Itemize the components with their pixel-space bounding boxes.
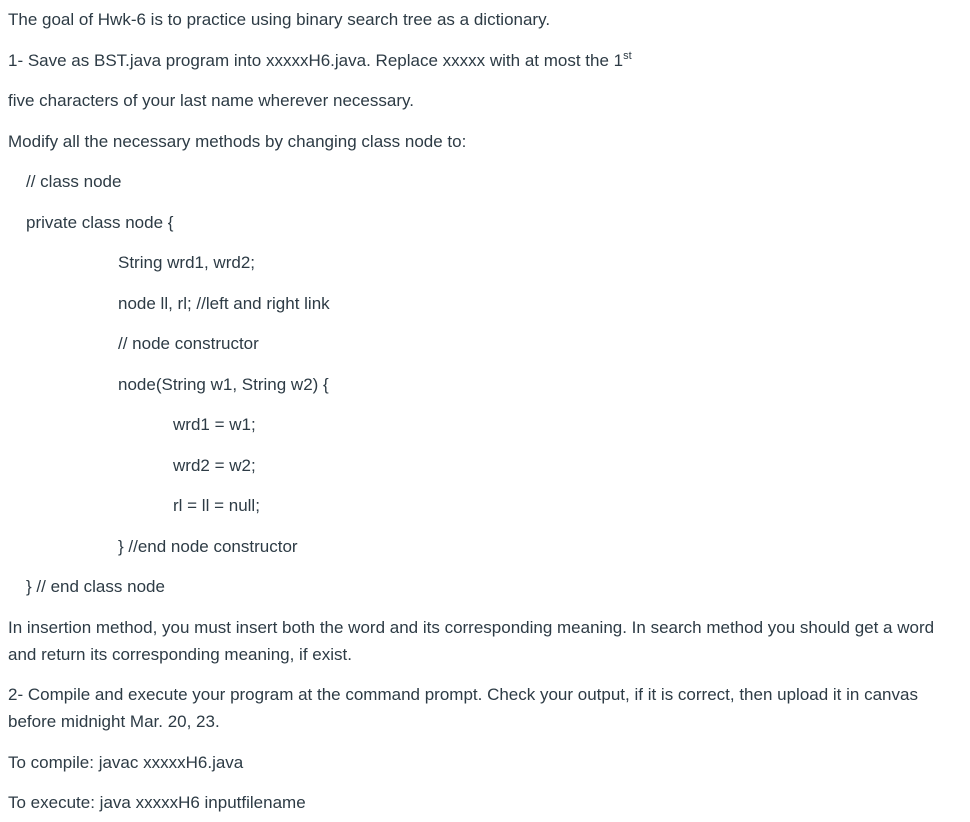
code-links: node ll, rl; //left and right link — [118, 294, 330, 313]
code-ctor-decl: node(String w1, String w2) { — [118, 375, 329, 394]
step1-continuation: five characters of your last name wherever necessary. — [8, 91, 414, 110]
step1-paragraph — [8, 51, 632, 71]
code-assign-2: wrd2 = w2; — [173, 456, 256, 475]
code-ctor-comment: // node constructor — [118, 334, 259, 353]
execute-instruction: To execute: java xxxxxH6 inputfilename — [8, 793, 306, 812]
modify-paragraph: Modify all the necessary methods by changing class node to: — [8, 132, 467, 151]
compile-instruction: To compile: javac xxxxxH6.java — [8, 753, 244, 772]
code-assign-1: wrd1 = w1; — [173, 415, 256, 434]
code-fields: String wrd1, wrd2; — [118, 253, 255, 272]
intro-paragraph: The goal of Hwk-6 is to practice using binary search tree as a dictionary. — [8, 10, 551, 29]
code-ctor-end: } //end node constructor — [118, 537, 298, 556]
insertion-paragraph: In insertion method, you must insert both the word and its corresponding meaning. In search method you should get a word and return its corresponding meaning, if exist. — [8, 618, 935, 664]
code-class-end: } // end class node — [26, 577, 165, 596]
step1-text: 1- Save as BST.java program into xxxxxH6.java. Replace xxxxx with at most the 1 — [8, 51, 624, 70]
step2-paragraph: 2- Compile and execute your program at the command prompt. Check your output, if it is correct, then upload it in canvas before midnight Mar. 20, 23. — [8, 685, 918, 731]
code-class-decl: private class node { — [26, 213, 174, 232]
code-assign-3: rl = ll = null; — [173, 496, 260, 515]
code-comment-class: // class node — [26, 172, 122, 191]
step1-superscript: st — [623, 50, 632, 62]
